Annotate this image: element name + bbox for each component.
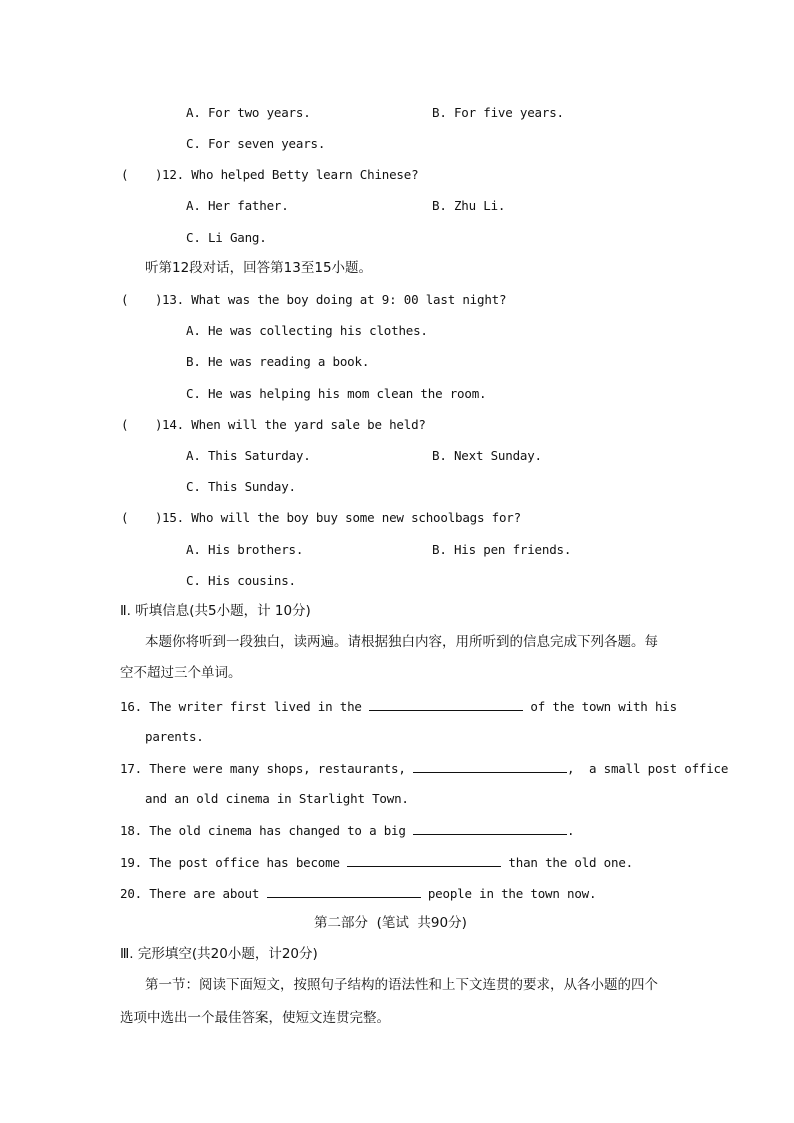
- q15-option-a: A. His brothers.: [186, 542, 304, 557]
- section-2-intro-line-2: 空不超过三个单词。: [120, 665, 242, 681]
- q19-line: [120, 854, 633, 871]
- q15-answer-paren-close: ): [155, 510, 163, 525]
- q16-continuation: parents.: [145, 729, 204, 744]
- q12-option-a: A. Her father.: [186, 198, 289, 213]
- section-2-intro-line-1: 本题你将听到一段独白，读两遍。请根据独白内容，用所听到的信息完成下列各题。每: [145, 634, 658, 650]
- q14-answer-paren-open: (: [121, 417, 129, 432]
- q19-text-before: 19. The post office has become: [120, 855, 348, 870]
- q17-line: [120, 760, 728, 777]
- q15-stem: 15. Who will the boy buy some new schoolbags for?: [162, 510, 521, 525]
- q13-answer-paren-close: ): [155, 292, 163, 307]
- q14-option-a: A. This Saturday.: [186, 448, 311, 463]
- q17-answer-blank[interactable]: [413, 760, 567, 773]
- q13-answer-paren-open: (: [121, 292, 129, 307]
- q12-option-c: C. Li Gang.: [186, 230, 267, 245]
- part-2-title: 第二部分 (笔试 共90分): [314, 915, 467, 931]
- q15-option-c: C. His cousins.: [186, 573, 296, 588]
- q11-option-b: B. For five years.: [432, 105, 564, 120]
- q20-line: [120, 885, 596, 902]
- q13-option-c: C. He was helping his mom clean the room.: [186, 386, 487, 401]
- q17-text-after: , a small post office: [567, 761, 729, 776]
- q16-text-after: of the town with his: [523, 699, 677, 714]
- q12-option-b: B. Zhu Li.: [432, 198, 506, 213]
- section-3-intro-line-1: 第一节：阅读下面短文，按照句子结构的语法性和上下文连贯的要求，从各小题的四个: [145, 977, 658, 993]
- q14-option-b: B. Next Sunday.: [432, 448, 542, 463]
- q20-answer-blank[interactable]: [267, 885, 421, 898]
- q13-option-b: B. He was reading a book.: [186, 354, 370, 369]
- q13-stem: 13. What was the boy doing at 9: 00 last night?: [162, 292, 507, 307]
- q20-text-after: people in the town now.: [420, 886, 597, 901]
- q19-answer-blank[interactable]: [347, 854, 501, 867]
- q16-answer-blank[interactable]: [369, 698, 523, 711]
- q15-option-b: B. His pen friends.: [432, 542, 572, 557]
- q13-option-a: A. He was collecting his clothes.: [186, 323, 428, 338]
- section-3-heading: Ⅲ. 完形填空(共20小题，计20分): [120, 946, 318, 962]
- q18-text-before: 18. The old cinema has changed to a big: [120, 823, 414, 838]
- q18-text-after: .: [567, 823, 575, 838]
- q12-stem: 12. Who helped Betty learn Chinese?: [162, 167, 419, 182]
- q17-text-before: 17. There were many shops, restaurants,: [120, 761, 414, 776]
- section-3-intro-line-2: 选项中选出一个最佳答案，使短文连贯完整。: [120, 1010, 390, 1026]
- q16-text-before: 16. The writer first lived in the: [120, 699, 370, 714]
- q12-answer-paren-close: ): [155, 167, 163, 182]
- q11-option-a: A. For two years.: [186, 105, 311, 120]
- q20-text-before: 20. There are about: [120, 886, 267, 901]
- dialog-12-instruction: 听第12段对话，回答第13至15小题。: [145, 260, 373, 276]
- q14-answer-paren-close: ): [155, 417, 163, 432]
- q12-answer-paren-open: (: [121, 167, 129, 182]
- q11-option-c: C. For seven years.: [186, 136, 326, 151]
- q16-line: [120, 698, 677, 715]
- q18-line: [120, 822, 574, 839]
- q18-answer-blank[interactable]: [413, 822, 567, 835]
- q19-text-after: than the old one.: [501, 855, 633, 870]
- q17-continuation: and an old cinema in Starlight Town.: [145, 791, 409, 806]
- section-2-heading: Ⅱ. 听填信息(共5小题，计 10分): [120, 603, 311, 619]
- q15-answer-paren-open: (: [121, 510, 129, 525]
- q14-option-c: C. This Sunday.: [186, 479, 296, 494]
- q14-stem: 14. When will the yard sale be held?: [162, 417, 426, 432]
